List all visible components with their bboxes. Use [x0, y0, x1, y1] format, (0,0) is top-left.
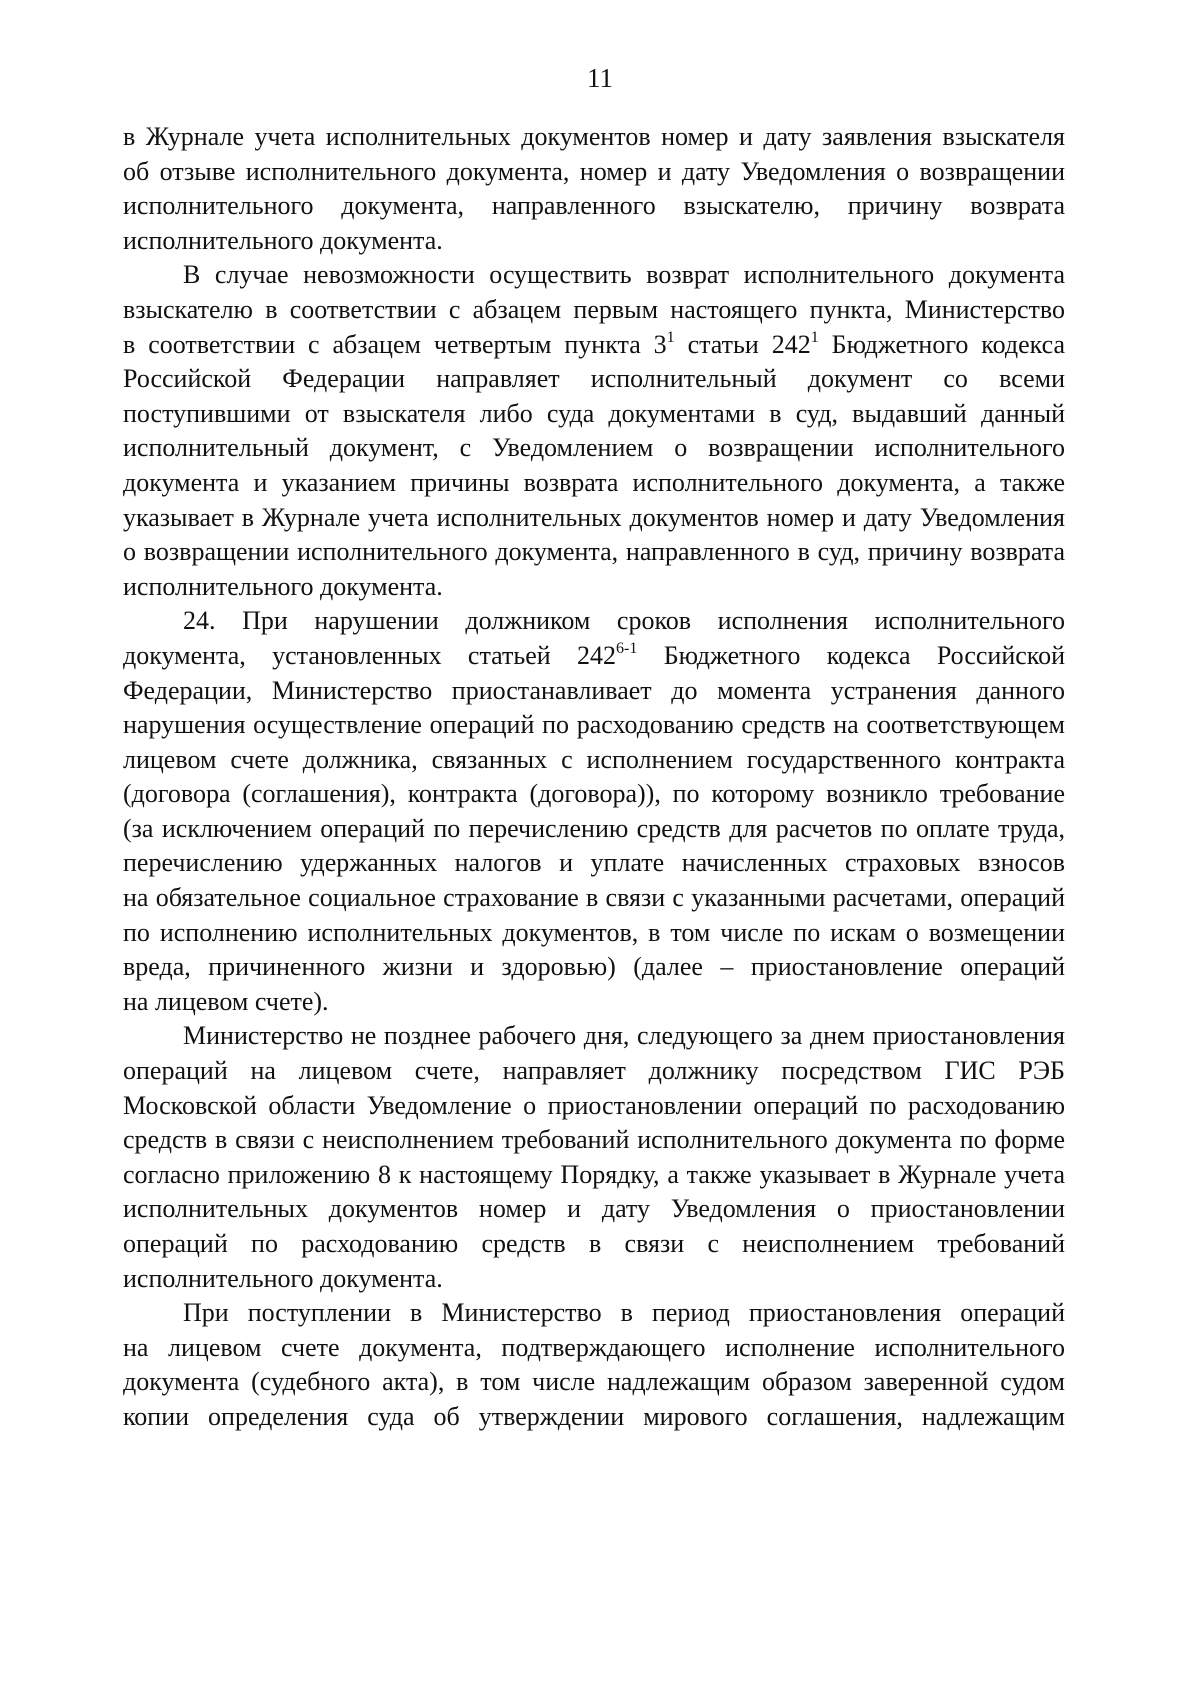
superscript: 6-1 [616, 639, 638, 657]
text-line: документа (судебного акта), в том числе надлежащим образом заверенной судом [123, 1367, 1065, 1397]
text-line: (договора (соглашения), контракта (договора)), по которому возникло требование [123, 779, 1065, 809]
text-line: средств в связи с неисполнением требований исполнительного документа по форме [123, 1125, 1065, 1155]
text-line: на обязательное социальное страхование в связи с указанными расчетами, операций [123, 883, 1065, 913]
document-body [123, 120, 1065, 1435]
page-number: 11 [587, 63, 613, 93]
text-line: исполнительного документа. [123, 1263, 443, 1293]
text-run: статьи 242 [674, 329, 811, 359]
paragraph [123, 120, 1065, 258]
text-line: взыскателю в соответствии с абзацем первым настоящего пункта, Министерство [123, 294, 1065, 324]
paragraph [123, 604, 1065, 1019]
text-line: в Журнале учета исполнительных документов номер и дату заявления взыскателя [123, 122, 1065, 151]
text-line: документа и указанием причины возврата исполнительного документа, а также [123, 467, 1065, 497]
text-line: на лицевом счете). [123, 986, 329, 1016]
text-line [123, 639, 1065, 674]
text-line: исполнительного документа, направленного взыскателю, причину возврата [123, 191, 1065, 221]
text-line: операций по расходованию средств в связи с неисполнением требований [123, 1229, 1065, 1258]
paragraph [123, 1019, 1065, 1296]
text-line: операций на лицевом счете, направляет должнику посредством ГИС РЭБ [123, 1056, 1065, 1086]
text-line: исполнительного документа. [123, 571, 443, 601]
text-line: о возвращении исполнительного документа, направленного в суд, причину возврата [123, 537, 1065, 567]
text-run: Бюджетного кодекса [818, 329, 1065, 359]
text-line: по исполнению исполнительных документов, в том числе по искам о возмещении [123, 917, 1065, 947]
text-line: поступившими от взыскателя либо суда документами в суд, выдавший данный [123, 398, 1065, 428]
text-line: согласно приложению 8 к настоящему Порядку, а также указывает в Журнале учета [123, 1159, 1065, 1189]
text-line: (за исключением операций по перечислению средств для расчетов по оплате труда, [123, 813, 1065, 843]
text-line: об отзыве исполнительного документа, номер и дату Уведомления о возвращении [123, 156, 1065, 186]
text-line: При поступлении в Министерство в период приостановления операций [183, 1298, 1065, 1328]
text-line [123, 328, 1065, 363]
paragraph [123, 1296, 1065, 1434]
text-line: 24. При нарушении должником сроков исполнения исполнительного [183, 606, 1065, 636]
text-line: вреда, причиненного жизни и здоровью) (далее – приостановление операций [123, 952, 1065, 982]
text-line: Российской Федерации направляет исполнительный документ со всеми [123, 364, 1065, 394]
paragraph [123, 258, 1065, 604]
text-line: исполнительных документов номер и дату Уведомления о приостановлении [123, 1194, 1065, 1224]
text-line: Московской области Уведомление о приостановлении операций по расходованию [123, 1090, 1065, 1120]
text-line: Министерство не позднее рабочего дня, следующего за днем приостановления [183, 1021, 1065, 1051]
text-line: исполнительного документа. [123, 225, 443, 255]
text-run: Бюджетного кодекса Российской [637, 640, 1065, 670]
text-line: перечислению удержанных налогов и уплате начисленных страховых взносов [123, 848, 1065, 878]
text-line: указывает в Журнале учета исполнительных документов номер и дату Уведомления [123, 502, 1065, 532]
superscript: 1 [666, 328, 675, 346]
text-line: В случае невозможности осуществить возврат исполнительного документа [183, 260, 1065, 290]
text-line: копии определения суда об утверждении мирового соглашения, надлежащим [123, 1401, 1065, 1431]
text-line: Федерации, Министерство приостанавливает до момента устранения данного [123, 675, 1065, 705]
text-line: нарушения осуществление операций по расходованию средств на соответствующем [123, 710, 1065, 740]
text-line: на лицевом счете документа, подтверждающего исполнение исполнительного [123, 1332, 1065, 1362]
text-run: документа, установленных статьей 242 [123, 640, 617, 670]
text-run: в соответствии с абзацем четвертым пункта 3 [123, 329, 667, 359]
text-line: лицевом счете должника, связанных с исполнением государственного контракта [123, 744, 1065, 774]
superscript: 1 [810, 328, 819, 346]
text-line: исполнительный документ, с Уведомлением о возвращении исполнительного [123, 433, 1065, 463]
